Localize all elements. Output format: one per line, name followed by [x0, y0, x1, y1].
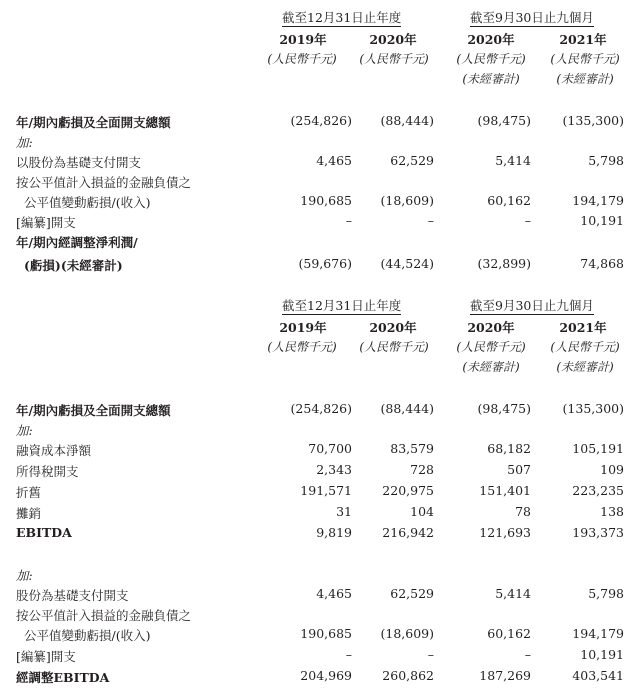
cell-value: 187,269 — [479, 668, 531, 683]
table-row — [0, 566, 640, 584]
cell-value: (98,475) — [477, 401, 531, 416]
group-title-year: 截至12月31日止年度 — [282, 10, 402, 25]
table-row — [0, 401, 640, 419]
cell-value: 138 — [600, 504, 624, 519]
table-row — [0, 421, 640, 439]
table-row — [0, 483, 640, 501]
unit-col-2: (人民幣千元) — [359, 340, 429, 354]
cell-value: 109 — [600, 462, 624, 477]
table-row — [0, 441, 640, 459]
cell-value: (88,444) — [380, 401, 434, 416]
unit-col-1: (人民幣千元) — [267, 340, 337, 354]
row-label: 加: — [16, 568, 33, 583]
table-row — [0, 586, 640, 604]
unit-col-4: (人民幣千元) — [550, 340, 620, 354]
cell-value: (44,524) — [380, 256, 434, 271]
cell-value: 194,179 — [572, 193, 624, 208]
table-row — [0, 233, 640, 251]
table-row — [0, 133, 640, 151]
row-label: [編纂]開支 — [16, 215, 76, 230]
cell-value: 78 — [515, 504, 531, 519]
cell-value: 193,373 — [572, 525, 624, 540]
year-col-4: 2021年 — [559, 32, 607, 47]
table-row — [0, 462, 640, 480]
cell-value: 5,414 — [495, 153, 531, 168]
cell-value: 5,798 — [588, 153, 624, 168]
cell-value: 5,798 — [588, 586, 624, 601]
cell-value: – — [524, 213, 531, 228]
cell-value: 105,191 — [572, 441, 624, 456]
year-col-2: 2020年 — [369, 320, 417, 335]
row-label: 股份為基礎支付開支 — [16, 588, 129, 603]
row-label: [編纂]開支 — [16, 649, 76, 664]
cell-value: 121,693 — [479, 525, 531, 540]
cell-value: 216,942 — [382, 525, 434, 540]
cell-value: 31 — [336, 504, 352, 519]
cell-value: – — [524, 647, 531, 662]
table-row — [0, 256, 640, 274]
cell-value: 4,465 — [316, 586, 352, 601]
cell-value: 83,579 — [390, 441, 434, 456]
row-label: 年/期內虧損及全面開支總額 — [16, 403, 171, 418]
year-col-1: 2019年 — [279, 32, 327, 47]
row-label: 以股份為基礎支付開支 — [16, 155, 142, 170]
year-col-1: 2019年 — [279, 320, 327, 335]
cell-value: – — [345, 213, 352, 228]
cell-value: 2,343 — [316, 462, 352, 477]
cell-value: (135,300) — [562, 401, 624, 416]
cell-value: (18,609) — [380, 626, 434, 641]
table-row — [0, 153, 640, 171]
row-label: 年/期內經調整淨利潤/ — [16, 235, 138, 250]
cell-value: 151,401 — [479, 483, 531, 498]
cell-value: 5,414 — [495, 586, 531, 601]
row-label: 攤銷 — [16, 506, 42, 521]
cell-value: 10,191 — [580, 647, 624, 662]
cell-value: (254,826) — [290, 401, 352, 416]
table-row — [0, 504, 640, 522]
table-row — [0, 668, 640, 686]
cell-value: 204,969 — [300, 668, 352, 683]
row-label: 按公平值計入損益的金融負債之 — [16, 608, 192, 623]
unit-col-3: (人民幣千元) — [456, 52, 526, 66]
unaudited-col-3: (未經審計) — [462, 360, 520, 374]
cell-value: 62,529 — [390, 586, 434, 601]
unaudited-col-3: (未經審計) — [462, 72, 520, 86]
unaudited-col-4: (未經審計) — [556, 360, 614, 374]
cell-value: 10,191 — [580, 213, 624, 228]
group-title-nine-months: 截至9月30日止九個月 — [470, 298, 594, 313]
row-label: 所得稅開支 — [16, 464, 79, 479]
row-label: 加: — [16, 135, 33, 150]
row-label: 經調整EBITDA — [16, 670, 110, 685]
year-col-4: 2021年 — [559, 320, 607, 335]
unit-col-4: (人民幣千元) — [550, 52, 620, 66]
cell-value: 68,182 — [487, 441, 531, 456]
row-label: (虧損)(未經審計) — [24, 258, 123, 273]
table-row — [0, 113, 640, 131]
cell-value: 728 — [410, 462, 434, 477]
cell-value: 194,179 — [572, 626, 624, 641]
row-label: 融資成本淨額 — [16, 443, 92, 458]
cell-value: 104 — [410, 504, 434, 519]
row-label: 折舊 — [16, 485, 42, 500]
cell-value: (59,676) — [298, 256, 352, 271]
table-row — [0, 213, 640, 231]
cell-value: (98,475) — [477, 113, 531, 128]
cell-value: 70,700 — [308, 441, 352, 456]
cell-value: – — [345, 647, 352, 662]
cell-value: (135,300) — [562, 113, 624, 128]
cell-value: 507 — [507, 462, 531, 477]
year-col-3: 2020年 — [467, 32, 515, 47]
cell-value: 191,571 — [300, 483, 352, 498]
table-row — [0, 525, 640, 543]
cell-value: 4,465 — [316, 153, 352, 168]
table-row — [0, 173, 640, 191]
row-label: 公平值變動虧損/(收入) — [24, 195, 151, 210]
unit-col-1: (人民幣千元) — [267, 52, 337, 66]
group-title-year: 截至12月31日止年度 — [282, 298, 402, 313]
unit-col-2: (人民幣千元) — [359, 52, 429, 66]
table-row — [0, 626, 640, 644]
table-row — [0, 606, 640, 624]
cell-value: 62,529 — [390, 153, 434, 168]
unit-col-3: (人民幣千元) — [456, 340, 526, 354]
cell-value: 9,819 — [316, 525, 352, 540]
year-col-2: 2020年 — [369, 32, 417, 47]
row-label: 加: — [16, 423, 33, 438]
cell-value: 60,162 — [487, 626, 531, 641]
year-col-3: 2020年 — [467, 320, 515, 335]
cell-value: (88,444) — [380, 113, 434, 128]
cell-value: 223,235 — [572, 483, 624, 498]
cell-value: (18,609) — [380, 193, 434, 208]
cell-value: (254,826) — [290, 113, 352, 128]
cell-value: 220,975 — [382, 483, 434, 498]
group-title-nine-months: 截至9月30日止九個月 — [470, 10, 594, 25]
cell-value: – — [427, 213, 434, 228]
cell-value: – — [427, 647, 434, 662]
cell-value: 403,541 — [572, 668, 624, 683]
row-label: EBITDA — [16, 525, 72, 540]
row-label: 年/期內虧損及全面開支總額 — [16, 115, 171, 130]
cell-value: 190,685 — [300, 193, 352, 208]
row-label: 按公平值計入損益的金融負債之 — [16, 175, 192, 190]
cell-value: 60,162 — [487, 193, 531, 208]
table-row — [0, 647, 640, 665]
cell-value: 190,685 — [300, 626, 352, 641]
cell-value: (32,899) — [477, 256, 531, 271]
cell-value: 74,868 — [580, 256, 624, 271]
unaudited-col-4: (未經審計) — [556, 72, 614, 86]
cell-value: 260,862 — [382, 668, 434, 683]
row-label: 公平值變動虧損/(收入) — [24, 628, 151, 643]
table-row — [0, 193, 640, 211]
